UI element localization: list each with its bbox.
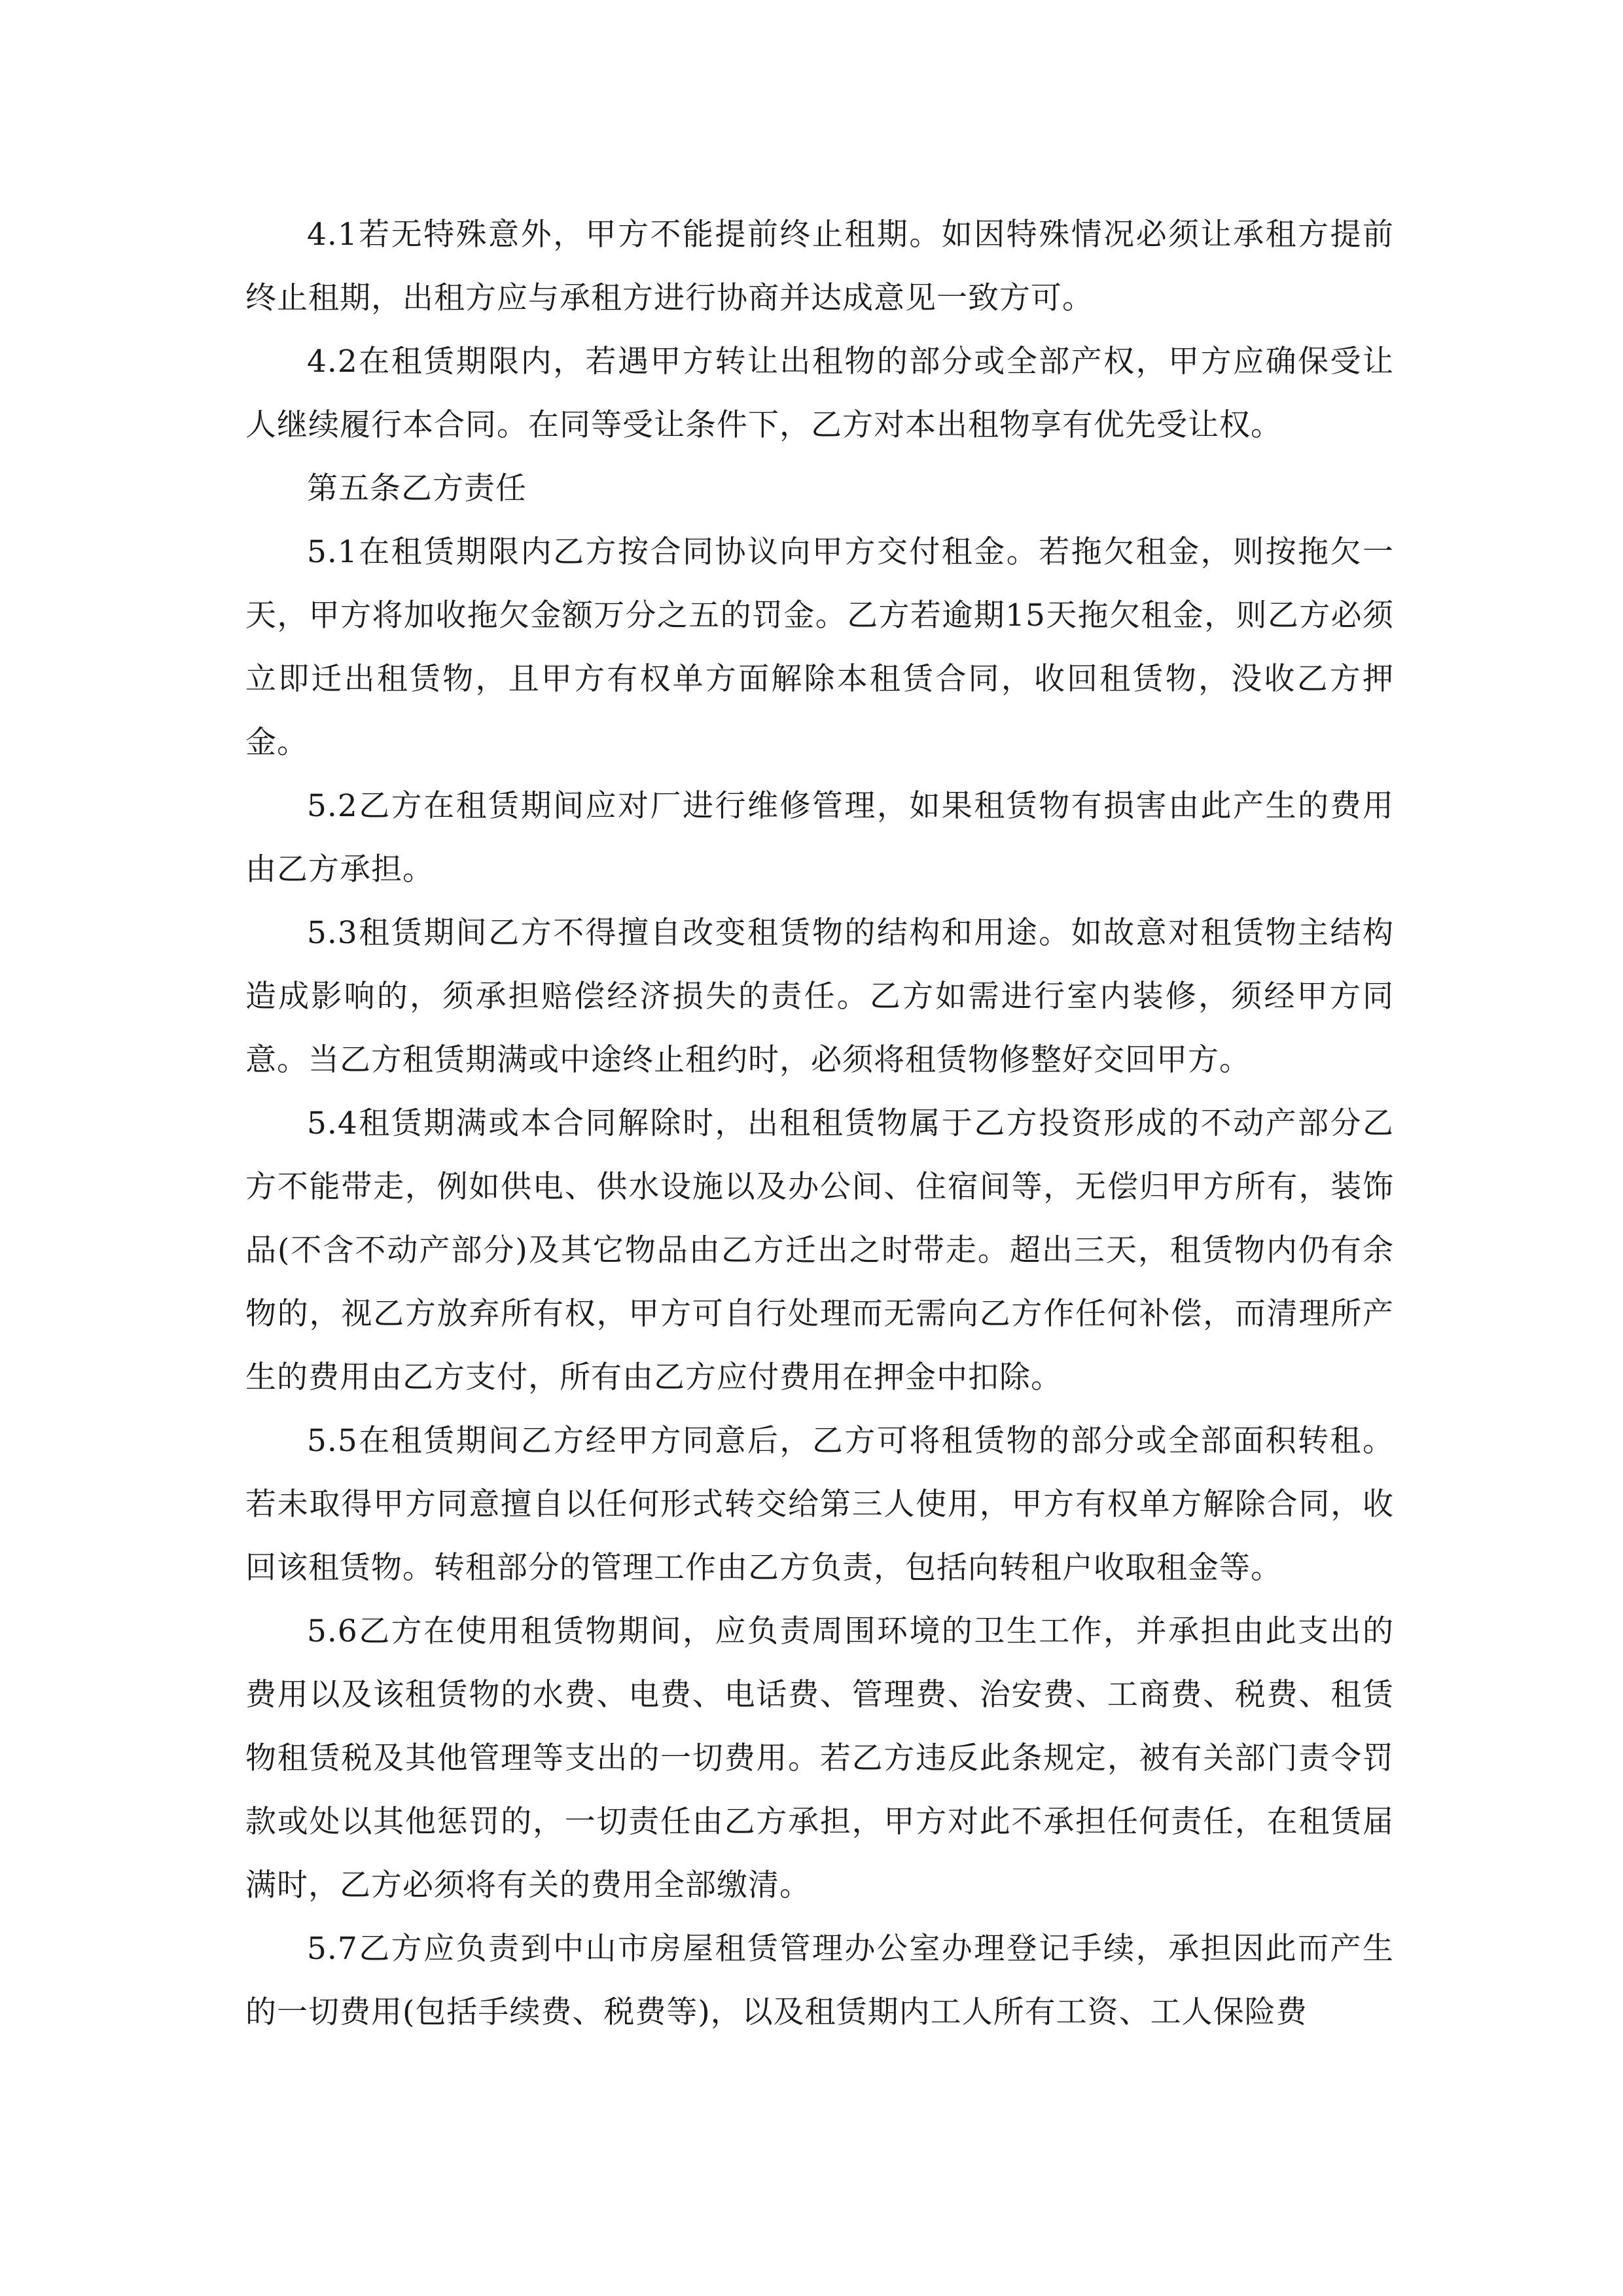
clause-5-5: 5.5在租赁期间乙方经甲方同意后，乙方可将租赁物的部分或全部面积转租。若未取得甲方同意擅自以任何形式转交给第三人使用，甲方有权单方解除合同，收回该租赁物。转租部分的管理工作由乙方负责，包括向转租户收取租金等。 (245, 1423, 1394, 1586)
clause-5-3: 5.3租赁期间乙方不得擅自改变租赁物的结构和用途。如故意对租赁物主结构造成影响的，须承担赔偿经济损失的责任。乙方如需进行室内装修，须经甲方同意。当乙方租赁期满或中途终止租约时，必须将租赁物修整好交回甲方。 (245, 915, 1394, 1078)
section-heading-article-5: 第五条乙方责任 (307, 471, 527, 507)
clause-5-2: 5.2乙方在租赁期间应对厂进行维修管理，如果租赁物有损害由此产生的费用由乙方承担。 (245, 788, 1394, 888)
clause-5-1: 5.1在租赁期限内乙方按合同协议向甲方交付租金。若拖欠租金，则按拖欠一天，甲方将加收拖欠金额万分之五的罚金。乙方若逾期15天拖欠租金，则乙方必须立即迁出租赁物，且甲方有权单方面解除本租赁合同，收回租赁物，没收乙方押金。 (245, 534, 1394, 761)
clause-5-4: 5.4租赁期满或本合同解除时，出租租赁物属于乙方投资形成的不动产部分乙方不能带走，例如供电、供水设施以及办公间、住宿间等，无偿归甲方所有，装饰品(不含不动产部分)及其它物品由乙方迁出之时带走。超出三天，租赁物内仍有余物的，视乙方放弃所有权，甲方可自行处理而无需向乙方作任何补偿，而清理所产生的费用由乙方支付，所有由乙方应付费用在押金中扣除。 (245, 1105, 1394, 1395)
clause-4-2: 4.2在租赁期限内，若遇甲方转让出租物的部分或全部产权，甲方应确保受让人继续履行本合同。在同等受让条件下，乙方对本出租物享有优先受让权。 (245, 344, 1394, 443)
clause-5-6: 5.6乙方在使用租赁物期间，应负责周围环境的卫生工作，并承担由此支出的费用以及该租赁物的水费、电费、电话费、管理费、治安费、工商费、税费、租赁物租赁税及其他管理等支出的一切费用。若乙方违反此条规定，被有关部门责令罚款或处以其他惩罚的，一切责任由乙方承担，甲方对此不承担任何责任，在租赁届满时，乙方必须将有关的费用全部缴清。 (245, 1613, 1394, 1903)
clause-5-7: 5.7乙方应负责到中山市房屋租赁管理办公室办理登记手续，承担因此而产生的一切费用(包括手续费、税费等)，以及租赁期内工人所有工资、工人保险费 (245, 1931, 1394, 2030)
clause-4-1: 4.1若无特殊意外，甲方不能提前终止租期。如因特殊情况必须让承租方提前终止租期，出租方应与承租方进行协商并达成意见一致方可。 (245, 217, 1394, 316)
document-body (245, 203, 1394, 2044)
